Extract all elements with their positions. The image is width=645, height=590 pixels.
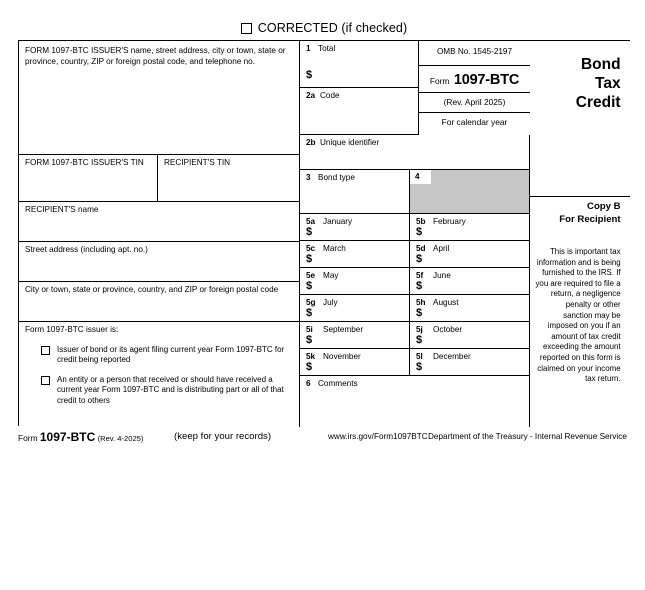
omb-box (419, 41, 530, 66)
copy-b-sublabel: For Recipient (559, 213, 621, 225)
box-1-label: Total (318, 44, 336, 53)
box-5l-december[interactable] (410, 349, 530, 376)
box-5e-may[interactable] (300, 268, 410, 295)
issuer-is-heading: Form 1097-BTC issuer is: (25, 325, 119, 334)
box-2a-label-row (300, 88, 418, 102)
issuer-bond-checkbox[interactable] (41, 346, 50, 355)
box-1-number: 1 (306, 44, 311, 53)
box-5c-dollar-sign: $ (306, 253, 313, 265)
box-5b-february[interactable] (410, 214, 530, 241)
issuer-is-option-1[interactable] (25, 345, 291, 366)
box-5c-label-row (300, 241, 409, 254)
title-line-2: Tax (595, 75, 621, 92)
issuer-tin-box[interactable] (19, 155, 158, 202)
box-5d-number: 5d (416, 243, 426, 253)
form-body (18, 40, 630, 426)
recipient-name-label: RECIPIENT'S name (25, 205, 99, 214)
box-5a-dollar-sign: $ (306, 226, 313, 238)
recipient-name-box[interactable] (19, 202, 300, 242)
box-5f-label-row (410, 268, 529, 281)
form-footer (18, 430, 630, 448)
issuer-is-option-2-label: An entity or a person that received or should have received a current year Form 1097-BTC and is distributing part or all of that credit to others (57, 374, 284, 405)
footer-department: Department of the Treasury - Internal Revenue Service (428, 432, 627, 441)
box-5j-label: October (433, 324, 463, 334)
box-5b-number: 5b (416, 216, 426, 226)
box-1-label-row (300, 41, 418, 55)
title-line-3: Credit (575, 94, 621, 111)
box-1-total[interactable] (300, 41, 419, 88)
corrected-row (18, 19, 630, 37)
copy-b-column (530, 41, 630, 427)
box-5e-dollar-sign: $ (306, 280, 313, 292)
box-5i-label: September (323, 324, 364, 334)
box-5l-dollar-sign: $ (416, 361, 423, 373)
box-5d-label: April (433, 243, 450, 253)
box-5l-label-row (410, 349, 529, 362)
issuer-is-box (19, 322, 300, 427)
box-5a-label: January (323, 216, 353, 226)
footer-form-identifier (18, 430, 143, 444)
form-revision: (Rev. April 2025) (443, 97, 506, 107)
box-5l-label: December (433, 351, 471, 361)
box-5i-dollar-sign: $ (306, 334, 313, 346)
box-4-shaded (410, 170, 530, 214)
box-2b-label-row (300, 135, 529, 149)
box-1-dollar-sign: $ (306, 69, 313, 81)
issuer-name-label: FORM 1097-BTC ISSUER'S name, street address, city or town, state or province, country, ZIP or foreign postal code, and telephone no. (25, 46, 286, 66)
box-5f-june[interactable] (410, 268, 530, 295)
recipient-tin-label: RECIPIENT'S TIN (164, 158, 231, 167)
box-5e-label-row (300, 268, 409, 281)
form-word: Form (429, 76, 450, 86)
box-2b-unique-identifier[interactable] (300, 135, 530, 170)
box-5a-number: 5a (306, 216, 316, 226)
box-5e-number: 5e (306, 270, 316, 280)
box-3-label-row (300, 170, 409, 184)
recipient-tin-box[interactable] (158, 155, 300, 202)
box-5g-label: July (323, 297, 338, 307)
city-state-zip-box[interactable] (19, 282, 300, 322)
box-5k-label: November (323, 351, 361, 361)
box-5h-number: 5h (416, 297, 426, 307)
form-number: 1097-BTC (453, 72, 520, 88)
box-4-number: 4 (415, 172, 420, 181)
street-address-box[interactable] (19, 242, 300, 282)
box-5k-label-row (300, 349, 409, 362)
box-5b-label-row (410, 214, 529, 227)
issuer-tin-label: FORM 1097-BTC ISSUER'S TIN (25, 158, 144, 167)
box-2b-number: 2b (306, 138, 316, 147)
box-5d-april[interactable] (410, 241, 530, 268)
box-3-label: Bond type (318, 173, 355, 182)
street-address-label: Street address (including apt. no.) (25, 245, 148, 254)
box-5k-dollar-sign: $ (306, 361, 313, 373)
box-5f-dollar-sign: $ (416, 280, 423, 292)
box-5d-label-row (410, 241, 529, 254)
box-5j-number: 5j (416, 324, 423, 334)
box-2b-label: Unique identifier (320, 138, 380, 147)
box-5f-label: June (433, 270, 451, 280)
box-5h-dollar-sign: $ (416, 307, 423, 319)
footer-form-revision: (Rev. 4-2025) (97, 434, 144, 443)
box-3-bond-type[interactable] (300, 170, 410, 214)
box-5e-label: May (323, 270, 339, 280)
box-5i-number: 5i (306, 324, 313, 334)
box-5k-number: 5k (306, 351, 316, 361)
footer-form-word: Form (18, 433, 38, 443)
omb-number: OMB No. 1545-2197 (436, 47, 513, 56)
box-6-label-row (300, 376, 529, 390)
box-5h-label-row (410, 295, 529, 308)
issuer-is-option-1-label: Issuer of bond or its agent filing current year Form 1097-BTC for credit being reported (57, 344, 285, 364)
issuer-is-options (19, 345, 299, 407)
copy-b-label: Copy B (587, 201, 621, 212)
corrected-label: CORRECTED (if checked) (257, 21, 408, 35)
box-6-comments[interactable] (300, 376, 530, 427)
box-5b-label: February (433, 216, 466, 226)
issuer-entity-checkbox[interactable] (41, 376, 50, 385)
bond-tax-credit-title (576, 55, 621, 112)
corrected-checkbox[interactable] (241, 23, 252, 34)
box-5b-dollar-sign: $ (416, 226, 423, 238)
calendar-year-label: For calendar year (441, 117, 508, 127)
city-state-zip-label: City or town, state or province, country, and ZIP or foreign postal code (25, 285, 279, 294)
box-5g-dollar-sign: $ (306, 307, 313, 319)
footer-form-number: 1097-BTC (39, 430, 96, 444)
box-5d-dollar-sign: $ (416, 253, 423, 265)
recipient-notice: This is important tax information and is being furnished to the IRS. If you are required to file a return, a negligence penalty or other sanction may be imposed on you if an amount of tax credit exceeding the amount reported on this form is claimed on your income tax return. (535, 247, 621, 384)
box-2a-label: Code (320, 91, 340, 100)
title-line-1: Bond (580, 56, 621, 73)
form-title (419, 66, 530, 89)
box-5a-label-row (300, 214, 409, 227)
box-5c-label: March (323, 243, 346, 253)
box-2a-code[interactable] (300, 88, 419, 135)
box-5g-july[interactable] (300, 295, 410, 322)
box-3-number: 3 (306, 173, 311, 182)
box-5h-label: August (433, 297, 459, 307)
copy-b-heading (559, 201, 620, 226)
box-5i-label-row (300, 322, 409, 335)
box-5i-september[interactable] (300, 322, 410, 349)
box-2a-number: 2a (306, 91, 316, 100)
box-5c-number: 5c (306, 243, 316, 253)
copy-separator (530, 196, 630, 197)
form-title-box (419, 66, 530, 93)
box-5j-label-row (410, 322, 529, 335)
issuer-name-box[interactable] (19, 41, 300, 155)
footer-keep-records: (keep for your records) (174, 430, 272, 442)
box-6-label: Comments (318, 379, 358, 388)
box-5g-label-row (300, 295, 409, 308)
box-6-number: 6 (306, 379, 311, 388)
box-5j-october[interactable] (410, 322, 530, 349)
box-5j-dollar-sign: $ (416, 334, 423, 346)
box-5a-january[interactable] (300, 214, 410, 241)
box-5c-march[interactable] (300, 241, 410, 268)
box-5k-november[interactable] (300, 349, 410, 376)
box-5g-number: 5g (306, 297, 316, 307)
footer-irs-url[interactable]: www.irs.gov/Form1097BTC (328, 432, 428, 441)
issuer-is-option-2[interactable] (25, 375, 291, 407)
box-5l-number: 5l (416, 351, 423, 361)
box-5f-number: 5f (416, 270, 424, 280)
box-5h-august[interactable] (410, 295, 530, 322)
form-revision-box (419, 93, 530, 113)
